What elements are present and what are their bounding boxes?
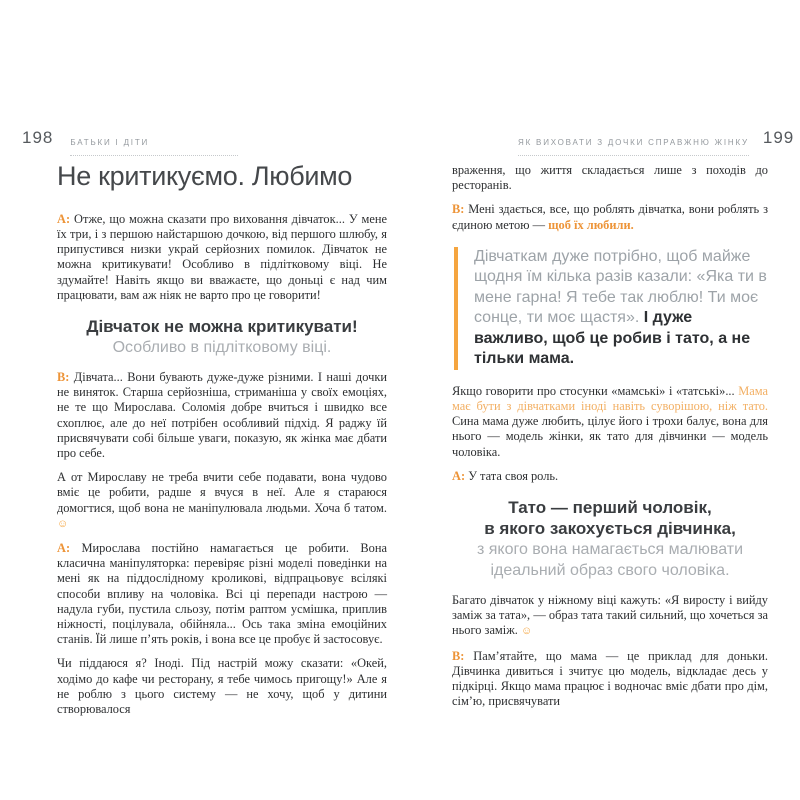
callout-gray-line: ідеальний образ свого чоловіка. [490, 562, 730, 580]
right-page-number: 199 [762, 128, 795, 147]
callout-gray-line: Особливо в підлітковому віці. [112, 338, 332, 356]
chapter-title: Не критикуємо. Любимо [57, 161, 353, 191]
quote-bold-text: І дуже важливо, щоб це робив і тато, а не тільки мама. [474, 309, 751, 368]
speaker-marker: А: [57, 211, 71, 226]
right-page-rubric: ЯК ВИХОВАТИ З ДОЧКИ СПРАВЖНЮ ЖІНКУ [518, 138, 749, 147]
paragraph [452, 469, 768, 484]
paragraph [452, 202, 768, 232]
paragraph-text: Багато дівчаток у ніжному віці кажуть: «Я виросту і вийду заміж за тата», — образ тата такий сильний, що хочеться за нього заміж. [452, 593, 768, 638]
right-page-header [518, 128, 795, 156]
speaker-marker: В: [452, 202, 465, 217]
left-header-rule [70, 129, 238, 156]
speaker-marker: В: [452, 648, 465, 663]
speaker-marker: А: [452, 468, 466, 483]
speaker-marker: В: [57, 369, 70, 384]
paragraph-text: Пам’ятайте, що мама — це приклад для доньки. Дівчинка дивиться і зчитує цю модель, відкладає десь у підкірці. Якщо мама працює і водночас вміє дбати про дім, сім’ю, присвячувати [452, 648, 768, 709]
callout-gray-line: з якого вона намагається малювати [476, 541, 744, 559]
paragraph-text: У тата своя роль. [468, 468, 559, 483]
left-page-number: 198 [22, 128, 54, 147]
left-page-header [22, 129, 238, 156]
paragraph [57, 370, 387, 461]
pull-quote [454, 247, 768, 370]
paragraph [57, 470, 387, 532]
paragraph [57, 212, 387, 303]
callout-bold-line: Дівчаток не можна критикувати! [86, 316, 358, 336]
paragraph [57, 656, 387, 717]
right-page-content [452, 163, 768, 718]
center-callout [452, 497, 768, 581]
paragraph [452, 593, 768, 640]
paragraph [452, 649, 768, 710]
paragraph-text: Мирослава постійно намагається це робити. Вона класична маніпуляторка: перевіряє різні моделі поведінки на мені як на піддослідному кроликові, відпрацьовує всілякі способи впливу на чоловіка. Всі ці перепади настрою — надула губи, пустила сльозу, потім раптом усмішка, приплив ніжності, поцілувала, обійняла... Ось така зміна емоційних станів. Їй лише п’ять років, і вона все це пробує й застосовує. [57, 540, 387, 647]
paragraph-text: Чи піддаюся я? Іноді. Під настрій можу сказати: «Окей, ходімо до кафе чи ресторану, я тебе чимось пригощу!» Але я не роблю з цього систему — не хочу, щоб у дитини створювалося [57, 656, 387, 716]
center-callout [57, 316, 387, 358]
smiley-icon: ☺ [57, 517, 69, 530]
paragraph-text: Сина мама дуже любить, цілує його і трохи балує, вона для нього — модель жінки, як тато для дівчинки — модель чоловіка. [452, 414, 768, 459]
callout-bold-line: в якого закохується дівчинка, [484, 519, 736, 539]
paragraph [452, 384, 768, 460]
right-header-rule [518, 129, 749, 156]
paragraph-text: Отже, що можна сказати про виховання дівчаток... У мене їх три, і з першою найстаршою дочкою, від першого шлюбу, я припустився низки украй серйозних помилок. Дівчаток не можна критикувати! Особливо в підлітковому віці. Не здумайте! Навіть якщо ви вважаєте, що доньці є над чим працювати, вам аж ніяк не варто про це говорити! [57, 211, 387, 302]
left-page-content [57, 156, 387, 726]
accent-phrase: щоб їх любили. [548, 217, 634, 232]
speaker-marker: А: [57, 540, 71, 555]
paragraph [57, 541, 387, 647]
paragraph-text: А от Мирославу не треба вчити себе подавати, вона чудово вміє це робити, радше я вчуся в неї. Але я стараюся домогтися, щоб вона не маніпулювала людьми. Хоча б татом. [57, 470, 387, 515]
paragraph-text: Якщо говорити про стосунки «мамські» і «татські»... [452, 383, 735, 398]
accent-light-phrase: Мама має бути з дівчатками іноді навіть суворішою, ніж тато. [452, 383, 768, 414]
paragraph-text: Дівчата... Вони бувають дуже-дуже різними. І наші дочки не виняток. Старша серйозніша, стриманіша у своїх емоціях, не те що Мирослава. Соломія добре вчиться і швидко все схоплює, але до неї потрібен особливий підхід. Я раджу їй присвячувати собі більше уваги, показую, як жінка має дбати про себе. [57, 369, 387, 460]
paragraph-text: враження, що життя складається лише з походів до ресторанів. [452, 163, 768, 193]
paragraph [452, 163, 768, 193]
left-page-rubric: БАТЬКИ І ДІТИ [70, 138, 150, 147]
quote-gray-text: Дівчаткам дуже потрібно, щоб майже щодня їм кілька разів казали: «Яка ти в мене гарна! Я тебе так люблю! Ти моє сонце, ти моє щастя». [474, 247, 767, 327]
smiley-icon: ☺ [521, 625, 533, 638]
paragraph-text: Мені здається, все, що роблять дівчатка, вони роблять з єдиною метою — [452, 202, 768, 232]
callout-bold-line: Тато — перший чоловік, [508, 498, 712, 518]
